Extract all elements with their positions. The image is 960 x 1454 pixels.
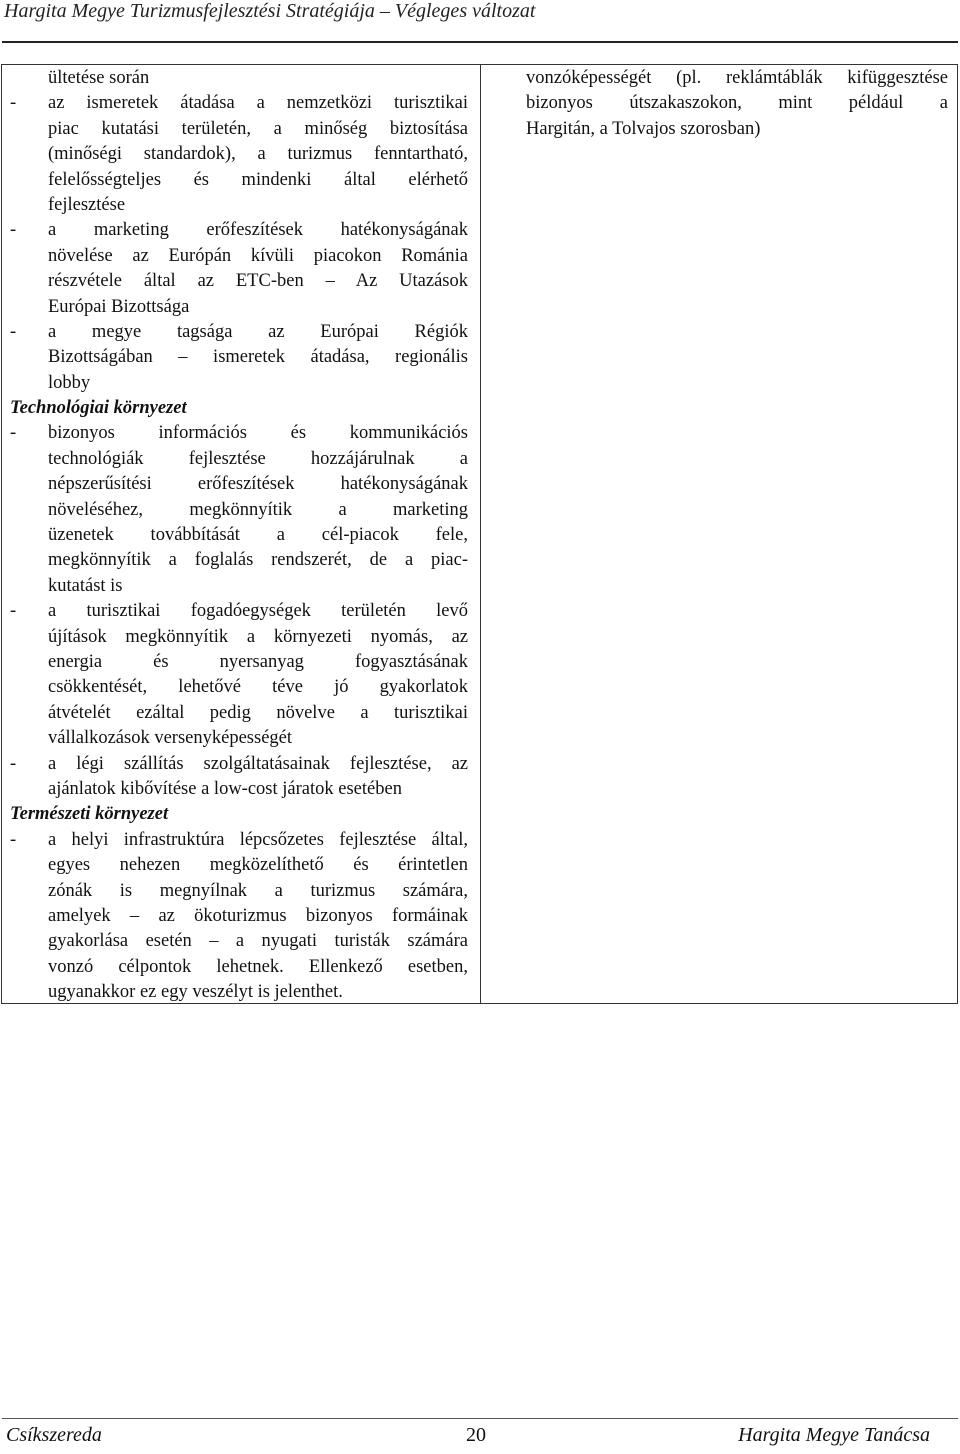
line-text: a megye tagsága az Európai Régiók [48, 321, 468, 342]
line-text: Hargitán, a Tolvajos szorosban) [526, 118, 761, 139]
left-text-line [10, 675, 468, 700]
line-text: Természeti környezet [10, 804, 169, 825]
line-text: energia és nyersanyag fogyasztásának [48, 651, 468, 672]
header-title: Hargita Megye Turizmusfejlesztési Stratégiája – Végleges változat [4, 0, 536, 22]
line-text: vállalkozások versenyképességét [48, 728, 293, 749]
left-text-line [10, 244, 468, 269]
line-text: Európai Bizottsága [48, 296, 190, 317]
line-text: bizonyos útszakaszokon, mint például a [526, 93, 948, 114]
left-text-line [10, 701, 468, 726]
bullet-dash: - [10, 220, 17, 241]
left-text-line [10, 193, 468, 218]
left-text-line [10, 752, 468, 777]
line-text: vonzóképességét (pl. reklámtáblák kifüggesztése [526, 68, 948, 88]
line-text: növeléséhez, megkönnyítik a marketing [48, 499, 468, 520]
line-text: vonzó célpontok lehetnek. Ellenkező esetben, [48, 956, 468, 977]
line-text: fejlesztése [48, 194, 126, 215]
line-text: felelősségteljes és mindenki által elérhető [48, 169, 468, 190]
bullet-dash: - [10, 753, 17, 774]
line-text: technológiák fejlesztése hozzájárulnak a [48, 448, 468, 469]
running-header [4, 0, 956, 40]
left-text-line [10, 625, 468, 650]
left-text-line [10, 421, 468, 446]
column-divider [480, 64, 481, 1004]
line-text: ugyanakkor ez egy veszélyt is jelenthet. [48, 982, 343, 1003]
right-text-line [526, 91, 948, 116]
line-text: Technológiai környezet [10, 398, 187, 419]
line-text: bizonyos információs és kommunikációs [48, 423, 468, 444]
right-column [526, 66, 948, 142]
left-text-line [10, 548, 468, 573]
footer-city: Csíkszereda [6, 1424, 102, 1446]
line-text: gyakorlása esetén – a nyugati turisták számára [48, 931, 468, 952]
left-text-line [10, 726, 468, 751]
left-text-line [10, 599, 468, 624]
bullet-dash: - [10, 93, 17, 114]
page-number: 20 [466, 1424, 486, 1446]
line-text: csökkentését, lehetővé téve jó gyakorlatok [48, 677, 468, 698]
left-text-line [10, 828, 468, 853]
line-text: piac kutatási területén, a minőség biztosítása [48, 118, 468, 139]
left-text-line [10, 980, 468, 1005]
left-text-line [10, 91, 468, 116]
bullet-dash: - [10, 601, 17, 622]
bullet-dash: - [10, 321, 17, 342]
line-text: amelyek – az ökoturizmus bizonyos formáinak [48, 905, 468, 926]
line-text: a marketing erőfeszítések hatékonyságának [48, 220, 468, 241]
line-text: ültetése során [48, 68, 150, 88]
section-heading [10, 802, 468, 827]
left-text-line [10, 777, 468, 802]
left-text-line [10, 574, 468, 599]
line-text: üzenetek továbbítását a cél-piacok fele, [48, 525, 468, 546]
left-text-line [10, 472, 468, 497]
header-rule [2, 41, 958, 43]
left-text-line [10, 498, 468, 523]
right-text-line [526, 66, 948, 91]
left-column [10, 66, 468, 1005]
line-text: részvétele által az ETC-ben – Az Utazások [48, 271, 468, 292]
footer-organization: Hargita Megye Tanácsa [738, 1424, 930, 1446]
left-text-line [10, 66, 468, 91]
left-text-line [10, 929, 468, 954]
bullet-dash: - [10, 423, 17, 444]
line-text: egyes nehezen megközelíthető és érintetlen [48, 855, 468, 876]
bullet-dash: - [10, 829, 17, 850]
line-text: az ismeretek átadása a nemzetközi turisztikai [48, 93, 468, 114]
line-text: Bizottságában – ismeretek átadása, regionális [48, 347, 468, 368]
line-text: átvételét ezáltal pedig növelve a turisztikai [48, 702, 468, 723]
line-text: népszerűsítési erőfeszítések hatékonyságának [48, 474, 468, 495]
section-heading [10, 396, 468, 421]
left-text-line [10, 142, 468, 167]
line-text: megkönnyítik a foglalás rendszerét, de a piac- [48, 550, 468, 571]
left-text-line [10, 345, 468, 370]
left-text-line [10, 879, 468, 904]
line-text: kutatást is [48, 575, 123, 596]
left-text-line [10, 447, 468, 472]
left-text-line [10, 269, 468, 294]
left-text-line [10, 853, 468, 878]
left-text-line [10, 320, 468, 345]
left-text-line [10, 218, 468, 243]
left-text-line [10, 955, 468, 980]
left-text-line [10, 295, 468, 320]
line-text: (minőségi standardok), a turizmus fenntartható, [48, 144, 468, 165]
line-text: zónák is megnyílnak a turizmus számára, [48, 880, 468, 901]
line-text: a légi szállítás szolgáltatásainak fejlesztése, az [48, 753, 468, 774]
line-text: lobby [48, 372, 91, 393]
left-text-line [10, 523, 468, 548]
left-text-line [10, 168, 468, 193]
line-text: újítások megkönnyítik a környezeti nyomás, az [48, 626, 468, 647]
left-text-line [10, 117, 468, 142]
left-text-line [10, 371, 468, 396]
line-text: ajánlatok kibővítése a low-cost járatok esetében [48, 778, 402, 799]
footer-rule [2, 1418, 958, 1419]
line-text: a helyi infrastruktúra lépcsőzetes fejlesztése által, [48, 829, 468, 850]
left-text-line [10, 650, 468, 675]
line-text: növelése az Európán kívüli piacokon Románia [48, 245, 468, 266]
left-text-line [10, 904, 468, 929]
line-text: a turisztikai fogadóegységek területén levő [48, 601, 468, 622]
right-text-line [526, 117, 948, 142]
